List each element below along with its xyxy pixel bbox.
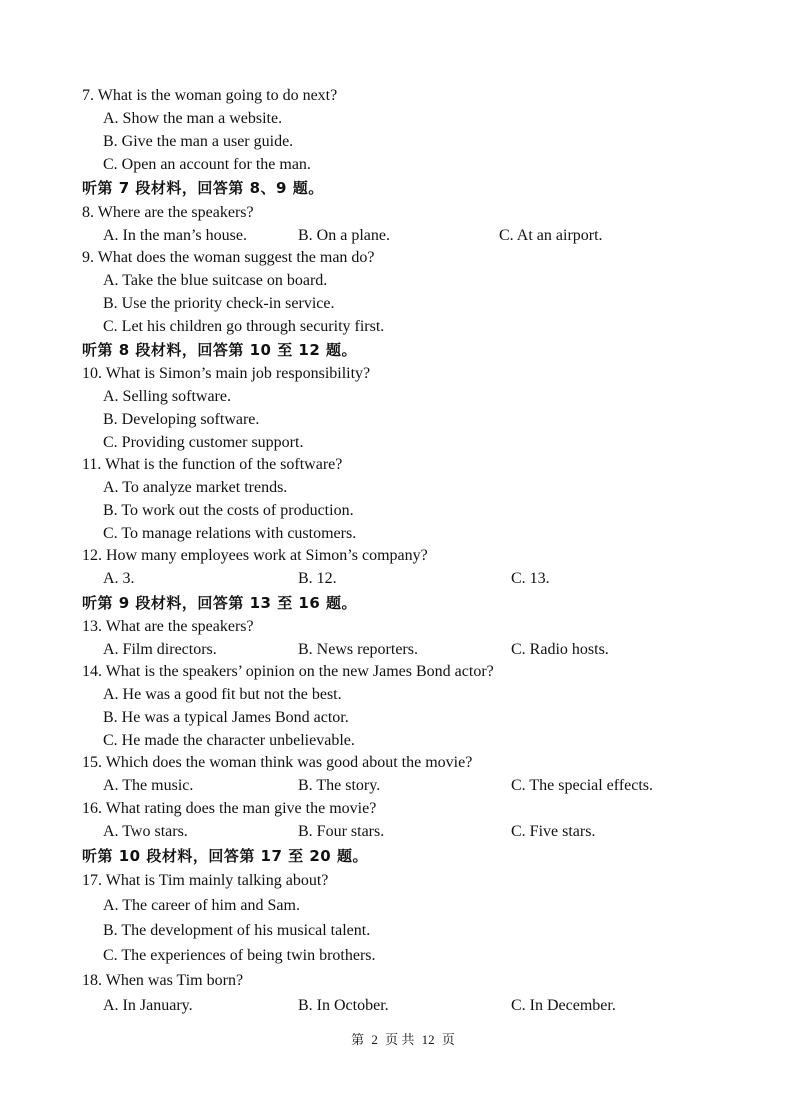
option-15b: B. The story. [298,777,381,794]
option-7a: A. Show the man a website. [103,110,283,127]
page-footer [0,1029,806,1048]
footer-mid: 页 共 [385,1032,415,1047]
question-10: 10. What is Simon’s main job responsibility? [82,365,371,382]
section-heading-10: 听第 10 段材料，回答第 17 至 20 题。 [82,847,368,865]
section-heading-8: 听第 8 段材料，回答第 10 至 12 题。 [82,341,358,359]
option-11b: B. To work out the costs of production. [103,502,354,519]
question-13: 13. What are the speakers? [82,618,254,635]
section-heading-7: 听第 7 段材料，回答第 8、9 题。 [82,179,324,197]
option-8c: C. At an airport. [499,227,603,244]
option-15a: A. The music. [103,777,194,794]
option-7b: B. Give the man a user guide. [103,133,294,150]
option-17a: A. The career of him and Sam. [103,897,300,914]
option-12b: B. 12. [298,570,337,587]
option-10c: C. Providing customer support. [103,434,304,451]
option-11c: C. To manage relations with customers. [103,525,357,542]
option-14a: A. He was a good fit but not the best. [103,686,342,703]
option-17c: C. The experiences of being twin brothers. [103,947,376,964]
option-15c: C. The special effects. [511,777,654,794]
option-12a: A. 3. [103,570,135,587]
section-heading-9: 听第 9 段材料，回答第 13 至 16 题。 [82,594,358,612]
option-7c: C. Open an account for the man. [103,156,311,173]
question-18: 18. When was Tim born? [82,972,244,989]
option-17b: B. The development of his musical talent. [103,922,371,939]
question-12: 12. How many employees work at Simon’s company? [82,547,428,564]
option-9a: A. Take the blue suitcase on board. [103,272,328,289]
option-8b: B. On a plane. [298,227,390,244]
option-9c: C. Let his children go through security first. [103,318,385,335]
option-14c: C. He made the character unbelievable. [103,732,355,749]
question-7: 7. What is the woman going to do next? [82,87,338,104]
option-16c: C. Five stars. [511,823,596,840]
option-12c: C. 13. [511,570,550,587]
option-10b: B. Developing software. [103,411,260,428]
footer-page-number: 2 [371,1032,378,1047]
option-14b: B. He was a typical James Bond actor. [103,709,349,726]
footer-prefix: 第 [351,1032,365,1047]
question-16: 16. What rating does the man give the movie? [82,800,377,817]
option-18b: B. In October. [298,997,389,1014]
footer-suffix: 页 [441,1032,455,1047]
option-16a: A. Two stars. [103,823,188,840]
option-13c: C. Radio hosts. [511,641,609,658]
question-15: 15. Which does the woman think was good about the movie? [82,754,473,771]
question-8: 8. Where are the speakers? [82,204,254,221]
question-11: 11. What is the function of the software? [82,456,343,473]
option-13a: A. Film directors. [103,641,217,658]
question-14: 14. What is the speakers’ opinion on the new James Bond actor? [82,663,494,680]
option-18a: A. In January. [103,997,193,1014]
option-8a: A. In the man’s house. [103,227,247,244]
option-13b: B. News reporters. [298,641,418,658]
option-18c: C. In December. [511,997,616,1014]
question-9: 9. What does the woman suggest the man do? [82,249,375,266]
option-10a: A. Selling software. [103,388,231,405]
option-9b: B. Use the priority check-in service. [103,295,335,312]
footer-total-pages: 12 [421,1032,435,1047]
question-17: 17. What is Tim mainly talking about? [82,872,329,889]
option-11a: A. To analyze market trends. [103,479,288,496]
option-16b: B. Four stars. [298,823,385,840]
